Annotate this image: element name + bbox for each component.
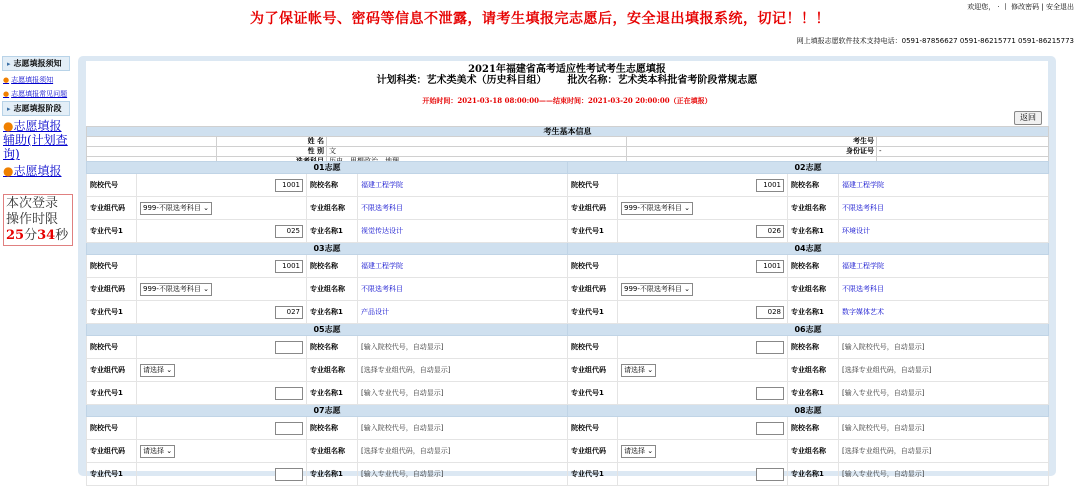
group-name-value: 不限选考科目 xyxy=(358,278,568,301)
group-code-label: 专业组代码 xyxy=(87,440,137,463)
group-name-label: 专业组名称 xyxy=(307,440,358,463)
volunteer-header: 06志愿 xyxy=(568,324,1049,336)
group-code-select[interactable]: 999-不限选考科目 ⌄ xyxy=(621,202,693,215)
group-name-value: 不限选考科目 xyxy=(839,278,1049,301)
triangle-icon: ▸ xyxy=(7,104,11,113)
major-name-value: 视觉传达设计 xyxy=(358,220,568,243)
page-title: 2021年福建省高考适应性考试考生志愿填报 xyxy=(468,64,666,75)
group-code-label: 专业组代码 xyxy=(87,278,137,301)
group-code-select-cell xyxy=(618,278,788,301)
school-code-input-cell xyxy=(137,336,307,359)
basic-info-header: 考生基本信息 xyxy=(87,127,1049,137)
school-name-label: 院校名称 xyxy=(307,417,358,440)
group-name-value: [选择专业组代码，自动显示] xyxy=(358,440,568,463)
school-code-input[interactable]: 1001 xyxy=(756,179,784,192)
top-bar xyxy=(0,0,1080,54)
major-code-label: 专业代号1 xyxy=(568,382,618,405)
school-code-label: 院校代号 xyxy=(87,255,137,278)
school-name-label: 院校名称 xyxy=(307,255,358,278)
major-code-label: 专业代号1 xyxy=(87,301,137,324)
logout-link[interactable]: 安全退出 xyxy=(1046,3,1074,11)
school-name-value: 福建工程学院 xyxy=(839,174,1049,197)
change-password-link[interactable]: 修改密码 xyxy=(1011,3,1040,11)
major-code-input[interactable] xyxy=(275,387,303,400)
school-name-value: [输入院校代号，自动显示] xyxy=(839,336,1049,359)
major-name-label: 专业名称1 xyxy=(307,301,358,324)
major-code-input[interactable]: 028 xyxy=(756,306,784,319)
group-name-label: 专业组名称 xyxy=(788,440,839,463)
major-code-input-cell xyxy=(618,220,788,243)
major-name-value: [输入专业代号，自动显示] xyxy=(358,463,568,486)
school-name-value: 福建工程学院 xyxy=(358,174,568,197)
school-code-label: 院校代号 xyxy=(568,255,618,278)
sidebar-link-plan-query[interactable]: ●志愿填报辅助(计划查询) xyxy=(3,119,68,161)
major-name-label: 专业名称1 xyxy=(788,382,839,405)
major-code-label: 专业代号1 xyxy=(87,463,137,486)
chevron-down-icon: ⌄ xyxy=(200,203,209,212)
major-code-label: 专业代号1 xyxy=(87,382,137,405)
school-name-label: 院校名称 xyxy=(788,174,839,197)
chevron-down-icon: ⌄ xyxy=(200,284,209,293)
main-panel xyxy=(78,56,1056,476)
back-button[interactable]: 返回 xyxy=(1014,111,1042,125)
volunteer-header: 01志愿 xyxy=(87,162,568,174)
major-code-label: 专业代号1 xyxy=(568,301,618,324)
school-name-value: [输入院校代号，自动显示] xyxy=(839,417,1049,440)
school-name-value: 福建工程学院 xyxy=(839,255,1049,278)
group-code-select-cell xyxy=(618,440,788,463)
major-code-input-cell xyxy=(618,301,788,324)
timer-minutes: 25 xyxy=(6,228,25,243)
major-code-input-cell xyxy=(137,463,307,486)
volunteer-header: 04志愿 xyxy=(568,243,1049,255)
group-code-select[interactable]: 请选择 ⌄ xyxy=(140,445,175,458)
school-code-input[interactable]: 1001 xyxy=(275,179,303,192)
school-code-label: 院校代号 xyxy=(87,174,137,197)
timer-seconds: 34 xyxy=(37,228,56,243)
school-code-input-cell xyxy=(618,417,788,440)
school-code-label: 院校代号 xyxy=(568,336,618,359)
bullet-icon: ● xyxy=(3,76,10,84)
welcome-text: 欢迎您， xyxy=(967,3,996,11)
group-code-select-cell xyxy=(137,440,307,463)
school-code-input-cell xyxy=(137,255,307,278)
group-code-label: 专业组代码 xyxy=(87,359,137,382)
group-name-value: 不限选考科目 xyxy=(839,197,1049,220)
group-code-select-cell xyxy=(137,197,307,220)
group-name-label: 专业组名称 xyxy=(307,359,358,382)
batch-name: 艺术类本科批省考阶段常规志愿 xyxy=(617,75,758,86)
major-code-label: 专业代号1 xyxy=(87,220,137,243)
group-name-label: 专业组名称 xyxy=(307,278,358,301)
school-code-label: 院校代号 xyxy=(568,417,618,440)
major-name-value: [输入专业代号，自动显示] xyxy=(839,382,1049,405)
exam-no-value xyxy=(877,137,1049,147)
name-label: 姓 名 xyxy=(217,137,327,147)
chevron-down-icon: ⌄ xyxy=(681,284,690,293)
major-code-input[interactable] xyxy=(756,387,784,400)
chevron-down-icon: ⌄ xyxy=(645,446,654,455)
major-name-label: 专业名称1 xyxy=(307,463,358,486)
school-name-label: 院校名称 xyxy=(307,174,358,197)
group-code-select[interactable]: 999-不限选考科目 ⌄ xyxy=(140,202,212,215)
major-code-input-cell xyxy=(137,220,307,243)
volunteer-header: 02志愿 xyxy=(568,162,1049,174)
group-code-select-cell xyxy=(137,359,307,382)
major-code-input[interactable]: 026 xyxy=(756,225,784,238)
major-name-label: 专业名称1 xyxy=(788,463,839,486)
major-code-input-cell xyxy=(137,382,307,405)
id-label: 身份证号 xyxy=(627,147,877,157)
volunteer-header: 07志愿 xyxy=(87,405,568,417)
major-name-label: 专业名称1 xyxy=(307,220,358,243)
sidebar-link-fill[interactable]: ●志愿填报 xyxy=(3,164,62,178)
major-name-label: 专业名称1 xyxy=(788,301,839,324)
major-name-value: 环境设计 xyxy=(839,220,1049,243)
school-code-input-cell xyxy=(618,255,788,278)
major-code-label: 专业代号1 xyxy=(568,463,618,486)
id-value: - xyxy=(877,147,1049,157)
major-code-input-cell xyxy=(618,463,788,486)
school-name-value: 福建工程学院 xyxy=(358,255,568,278)
major-code-input-cell xyxy=(137,301,307,324)
group-code-label: 专业组代码 xyxy=(568,197,618,220)
volunteer-header: 03志愿 xyxy=(87,243,568,255)
volunteer-header: 08志愿 xyxy=(568,405,1049,417)
major-name-label: 专业名称1 xyxy=(788,220,839,243)
sidebar-section-guide[interactable]: ▸ 志愿填报须知 xyxy=(2,56,70,71)
school-code-input-cell xyxy=(137,417,307,440)
group-name-label: 专业组名称 xyxy=(788,197,839,220)
school-code-input[interactable] xyxy=(275,422,303,435)
school-name-label: 院校名称 xyxy=(788,255,839,278)
major-name-value: [输入专业代号，自动显示] xyxy=(358,382,568,405)
school-code-input[interactable] xyxy=(756,341,784,354)
sidebar xyxy=(0,54,72,246)
group-code-select-cell xyxy=(618,359,788,382)
school-code-input-cell xyxy=(618,174,788,197)
sidebar-section-stage[interactable]: ▸ 志愿填报阶段 xyxy=(2,101,70,116)
group-code-label: 专业组代码 xyxy=(568,359,618,382)
major-code-input[interactable]: 027 xyxy=(275,306,303,319)
school-code-input[interactable] xyxy=(756,422,784,435)
major-code-input-cell xyxy=(618,382,788,405)
plan-type: 艺术类美术（历史科目组） xyxy=(426,75,547,86)
group-name-value: 不限选考科目 xyxy=(358,197,568,220)
school-code-input-cell xyxy=(137,174,307,197)
group-name-label: 专业组名称 xyxy=(788,359,839,382)
major-name-label: 专业名称1 xyxy=(307,382,358,405)
school-code-label: 院校代号 xyxy=(87,336,137,359)
group-code-select[interactable]: 999-不限选考科目 ⌄ xyxy=(140,283,212,296)
bullet-icon: ● xyxy=(3,119,14,133)
gender-value: 文 xyxy=(327,147,627,157)
group-code-select-cell xyxy=(618,197,788,220)
school-name-label: 院校名称 xyxy=(788,336,839,359)
group-name-label: 专业组名称 xyxy=(788,278,839,301)
group-name-value: [选择专业组代码，自动显示] xyxy=(839,440,1049,463)
volunteer-table xyxy=(86,161,1049,486)
security-notice: 为了保证帐号、密码等信息不泄露，请考生填报完志愿后，安全退出填报系统，切记！！！ xyxy=(250,11,830,27)
major-code-label: 专业代号1 xyxy=(568,220,618,243)
major-code-input[interactable] xyxy=(275,468,303,481)
chevron-down-icon: ⌄ xyxy=(164,446,173,455)
group-name-value: [选择专业组代码，自动显示] xyxy=(839,359,1049,382)
school-code-input[interactable]: 1001 xyxy=(275,260,303,273)
school-name-label: 院校名称 xyxy=(307,336,358,359)
school-name-label: 院校名称 xyxy=(788,417,839,440)
school-name-value: [输入院校代号，自动显示] xyxy=(358,336,568,359)
school-code-input[interactable] xyxy=(275,341,303,354)
session-timer: 本次登录操作时限25分34秒 xyxy=(3,194,73,246)
school-name-value: [输入院校代号，自动显示] xyxy=(358,417,568,440)
chevron-down-icon: ⌄ xyxy=(645,365,654,374)
bullet-icon: ● xyxy=(3,90,10,98)
gender-label: 性 别 xyxy=(217,147,327,157)
content-area xyxy=(86,61,1048,478)
school-code-input-cell xyxy=(618,336,788,359)
group-code-select[interactable]: 请选择 ⌄ xyxy=(621,445,656,458)
group-code-label: 专业组代码 xyxy=(87,197,137,220)
group-code-select-cell xyxy=(137,278,307,301)
group-code-label: 专业组代码 xyxy=(568,440,618,463)
major-code-input[interactable]: 025 xyxy=(275,225,303,238)
school-code-label: 院校代号 xyxy=(87,417,137,440)
name-value xyxy=(327,137,627,147)
sidebar-link-faq[interactable]: ● 志愿填报常见问题 xyxy=(3,90,68,98)
group-code-select[interactable]: 请选择 ⌄ xyxy=(621,364,656,377)
sidebar-link-guide[interactable]: ● 志愿填报须知 xyxy=(3,76,54,84)
group-code-label: 专业组代码 xyxy=(568,278,618,301)
exam-no-label: 考生号 xyxy=(627,137,877,147)
major-name-value: 数字媒体艺术 xyxy=(839,301,1049,324)
school-code-input[interactable]: 1001 xyxy=(756,260,784,273)
bullet-icon: ● xyxy=(3,164,14,178)
time-range: 开始时间：2021-03-18 08:00:00——结束时间：2021-03-20 20:00:00（正在填报） xyxy=(422,96,712,105)
volunteer-header: 05志愿 xyxy=(87,324,568,336)
group-name-label: 专业组名称 xyxy=(307,197,358,220)
major-name-value: 产品设计 xyxy=(358,301,568,324)
group-code-select[interactable]: 999-不限选考科目 ⌄ xyxy=(621,283,693,296)
top-links: 欢迎您， · 丨 修改密码 | 安全退出 xyxy=(967,3,1074,11)
school-code-label: 院校代号 xyxy=(568,174,618,197)
group-name-value: [选择专业组代码，自动显示] xyxy=(358,359,568,382)
chevron-down-icon: ⌄ xyxy=(164,365,173,374)
major-name-value: [输入专业代号，自动显示] xyxy=(839,463,1049,486)
plan-batch-line: 计划科类：艺术类美术（历史科目组） 批次名称：艺术类本科批省考阶段常规志愿 xyxy=(376,75,758,86)
chevron-down-icon: ⌄ xyxy=(681,203,690,212)
major-code-input[interactable] xyxy=(756,468,784,481)
triangle-icon: ▸ xyxy=(7,59,11,68)
support-phone: 网上填报志愿软件技术支持电话：0591-87856627 0591-86215771 0591-86215773 xyxy=(796,37,1074,45)
group-code-select[interactable]: 请选择 ⌄ xyxy=(140,364,175,377)
